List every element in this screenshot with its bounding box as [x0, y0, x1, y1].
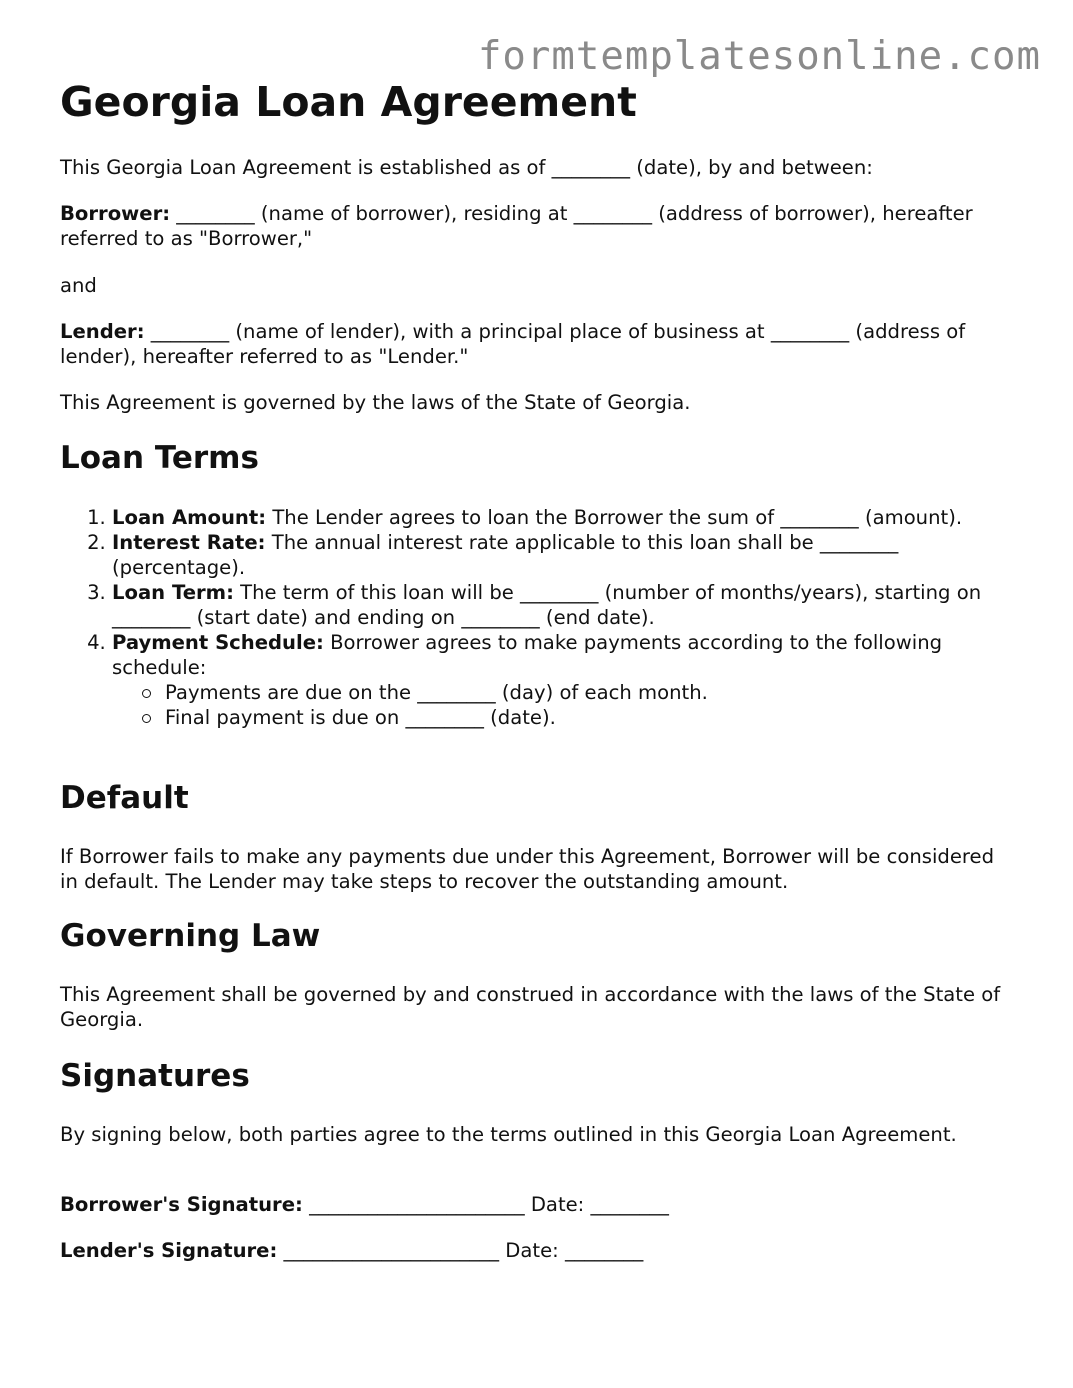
borrower-signature-label: Borrower's Signature:: [60, 1193, 303, 1216]
borrower-signature-line: [60, 1192, 1010, 1217]
schedule-item: Payments are due on the ________ (day) of each month.: [142, 680, 1012, 705]
watermark-text: formtemplatesonline.com: [477, 34, 1041, 79]
intro-paragraph: This Georgia Loan Agreement is established as of ________ (date), by and between:: [60, 156, 873, 179]
loan-terms-heading: Loan Terms: [60, 440, 259, 476]
signatures-paragraph: By signing below, both parties agree to the terms outlined in this Georgia Loan Agreement.: [60, 1123, 957, 1146]
list-item: [112, 630, 1012, 730]
default-heading: Default: [60, 780, 189, 816]
borrower-text: ________ (name of borrower), residing at ________ (address of borrower), hereafter referred to as "Borrower,": [60, 202, 973, 250]
loan-terms-list: [60, 505, 1012, 730]
lender-signature-blank: ______________________ Date: ________: [277, 1239, 644, 1262]
governed-paragraph: This Agreement is governed by the laws of the State of Georgia.: [60, 391, 691, 414]
borrower-label: Borrower:: [60, 202, 171, 225]
term-label: Payment Schedule:: [112, 631, 324, 654]
default-paragraph: If Borrower fails to make any payments due under this Agreement, Borrower will be considered in default. The Lender may take steps to recover the outstanding amount.: [60, 845, 995, 893]
list-item: [112, 580, 1012, 630]
lender-label: Lender:: [60, 320, 145, 343]
document-title: Georgia Loan Agreement: [60, 78, 637, 126]
term-text: The term of this loan will be ________ (number of months/years), starting on ________ (start date) and ending on ________ (end date).: [112, 581, 982, 629]
term-label: Interest Rate:: [112, 531, 266, 554]
payment-schedule-list: [112, 680, 1012, 730]
schedule-item: Final payment is due on ________ (date).: [142, 705, 1012, 730]
borrower-signature-blank: ______________________ Date: ________: [302, 1193, 669, 1216]
list-item: [112, 505, 1012, 530]
term-label: Loan Amount:: [112, 506, 267, 529]
lender-signature-line: [60, 1238, 1010, 1263]
lender-paragraph: [60, 319, 1010, 369]
term-text: The Lender agrees to loan the Borrower the sum of ________ (amount).: [266, 506, 963, 529]
list-item: [112, 530, 1012, 580]
term-label: Loan Term:: [112, 581, 234, 604]
signatures-heading: Signatures: [60, 1058, 250, 1094]
term-text: Borrower agrees to make payments according to the following schedule:: [112, 631, 943, 679]
lender-text: ________ (name of lender), with a principal place of business at ________ (address of lender), hereafter referred to as "Lender.": [60, 320, 966, 368]
governing-law-paragraph: This Agreement shall be governed by and construed in accordance with the laws of the State of Georgia.: [60, 983, 1001, 1031]
borrower-paragraph: [60, 201, 1010, 251]
term-text: The annual interest rate applicable to this loan shall be ________ (percentage).: [112, 531, 899, 579]
lender-signature-label: Lender's Signature:: [60, 1239, 278, 1262]
governing-law-heading: Governing Law: [60, 918, 321, 954]
and-text: and: [60, 274, 97, 297]
